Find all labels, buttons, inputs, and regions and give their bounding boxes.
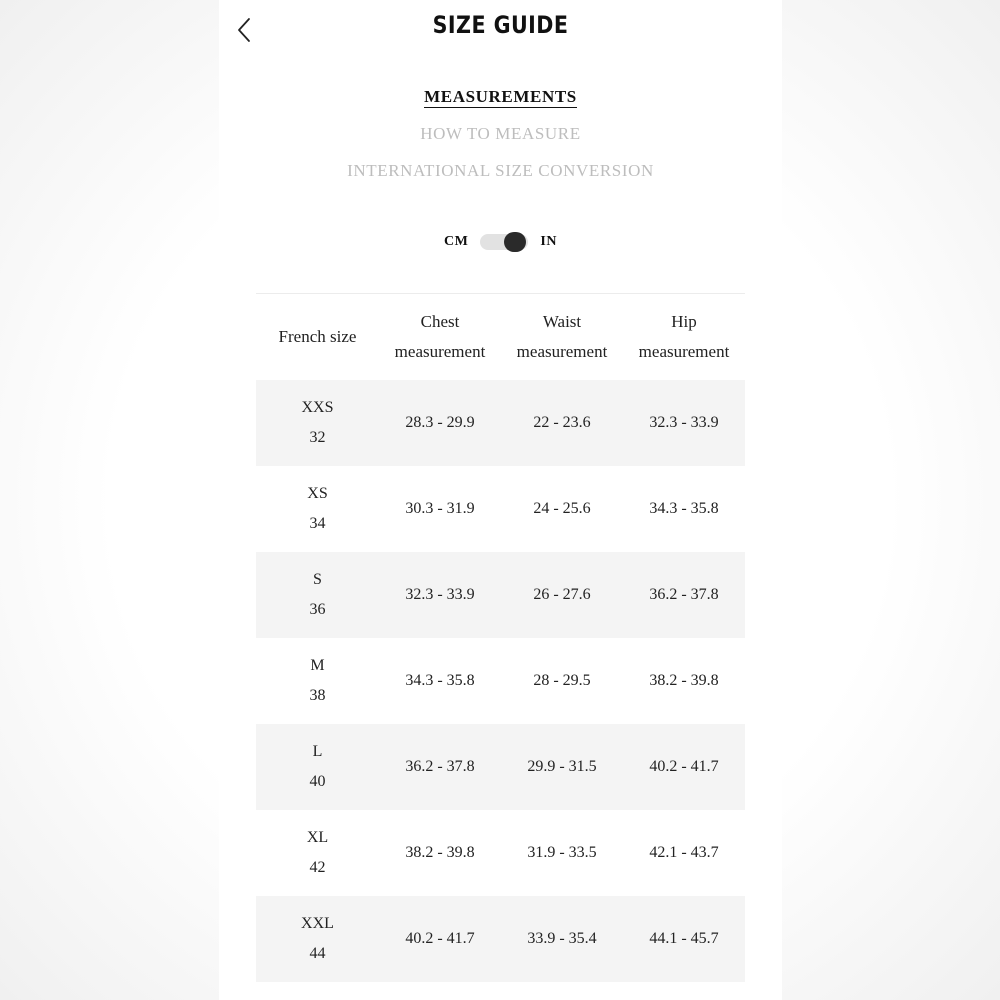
size-cell [256, 380, 379, 466]
column-header-french-size [256, 294, 379, 380]
waist-cell: 31.9 - 33.5 [501, 810, 623, 896]
column-header-line: Chest [420, 312, 460, 331]
size-code: M [310, 657, 325, 674]
size-cell [256, 896, 379, 982]
french-size: 40 [309, 773, 326, 790]
page-title: SIZE GUIDE [432, 11, 569, 39]
size-code: XS [307, 485, 328, 502]
size-code: XXL [301, 915, 334, 932]
size-code: XL [306, 829, 329, 846]
tab-label: HOW TO MEASURE [420, 124, 581, 143]
tab-how-to-measure[interactable] [420, 115, 580, 152]
size-cell [256, 638, 379, 724]
hip-cell: 42.1 - 43.7 [623, 810, 745, 896]
column-header-line: French size [278, 327, 357, 346]
table-row [256, 896, 745, 982]
waist-cell: 28 - 29.5 [501, 638, 623, 724]
waist-cell: 24 - 25.6 [501, 466, 623, 552]
chest-cell: 36.2 - 37.8 [379, 724, 501, 810]
size-cell [256, 552, 379, 638]
column-header-waist [501, 294, 623, 380]
back-button[interactable] [229, 14, 259, 46]
size-code: L [312, 743, 323, 760]
size-table [256, 294, 745, 982]
hip-cell: 44.1 - 45.7 [623, 896, 745, 982]
tab-label: INTERNATIONAL SIZE CONVERSION [347, 161, 654, 180]
unit-switch[interactable] [480, 232, 528, 252]
chest-cell: 40.2 - 41.7 [379, 896, 501, 982]
chest-cell: 32.3 - 33.9 [379, 552, 501, 638]
table-row [256, 466, 745, 552]
column-header-line: measurement [638, 342, 730, 361]
unit-toggle [219, 228, 782, 256]
unit-label-cm[interactable]: CM [444, 234, 469, 249]
column-header-line: measurement [394, 342, 486, 361]
tab-international-size-conversion[interactable] [347, 152, 654, 189]
tab-label: MEASUREMENTS [424, 87, 577, 106]
header [219, 0, 782, 58]
waist-cell: 33.9 - 35.4 [501, 896, 623, 982]
table-row [256, 810, 745, 896]
french-size: 38 [309, 687, 326, 704]
size-guide-screen [219, 0, 782, 1000]
size-cell [256, 466, 379, 552]
chevron-left-icon [236, 17, 252, 43]
table-row [256, 380, 745, 466]
column-header-chest [379, 294, 501, 380]
table-row [256, 638, 745, 724]
size-cell [256, 724, 379, 810]
waist-cell: 22 - 23.6 [501, 380, 623, 466]
column-header-hip [623, 294, 745, 380]
hip-cell: 34.3 - 35.8 [623, 466, 745, 552]
column-header-line: measurement [516, 342, 608, 361]
table-header-row [256, 294, 745, 380]
waist-cell: 29.9 - 31.5 [501, 724, 623, 810]
size-cell [256, 810, 379, 896]
table-row [256, 724, 745, 810]
tab-measurements[interactable] [424, 78, 577, 115]
french-size: 44 [309, 945, 326, 962]
hip-cell: 38.2 - 39.8 [623, 638, 745, 724]
size-code: S [313, 571, 322, 588]
french-size: 32 [309, 429, 326, 446]
hip-cell: 36.2 - 37.8 [623, 552, 745, 638]
french-size: 36 [309, 601, 326, 618]
chest-cell: 30.3 - 31.9 [379, 466, 501, 552]
french-size: 42 [309, 859, 326, 876]
switch-knob [504, 232, 526, 252]
chest-cell: 34.3 - 35.8 [379, 638, 501, 724]
unit-label-in[interactable]: IN [540, 234, 557, 249]
chest-cell: 38.2 - 39.8 [379, 810, 501, 896]
column-header-line: Waist [542, 312, 582, 331]
table-row [256, 552, 745, 638]
hip-cell: 32.3 - 33.9 [623, 380, 745, 466]
hip-cell: 40.2 - 41.7 [623, 724, 745, 810]
size-code: XXS [301, 399, 334, 416]
chest-cell: 28.3 - 29.9 [379, 380, 501, 466]
french-size: 34 [309, 515, 326, 532]
column-header-line: Hip [671, 312, 697, 331]
tab-list [219, 78, 782, 189]
waist-cell: 26 - 27.6 [501, 552, 623, 638]
